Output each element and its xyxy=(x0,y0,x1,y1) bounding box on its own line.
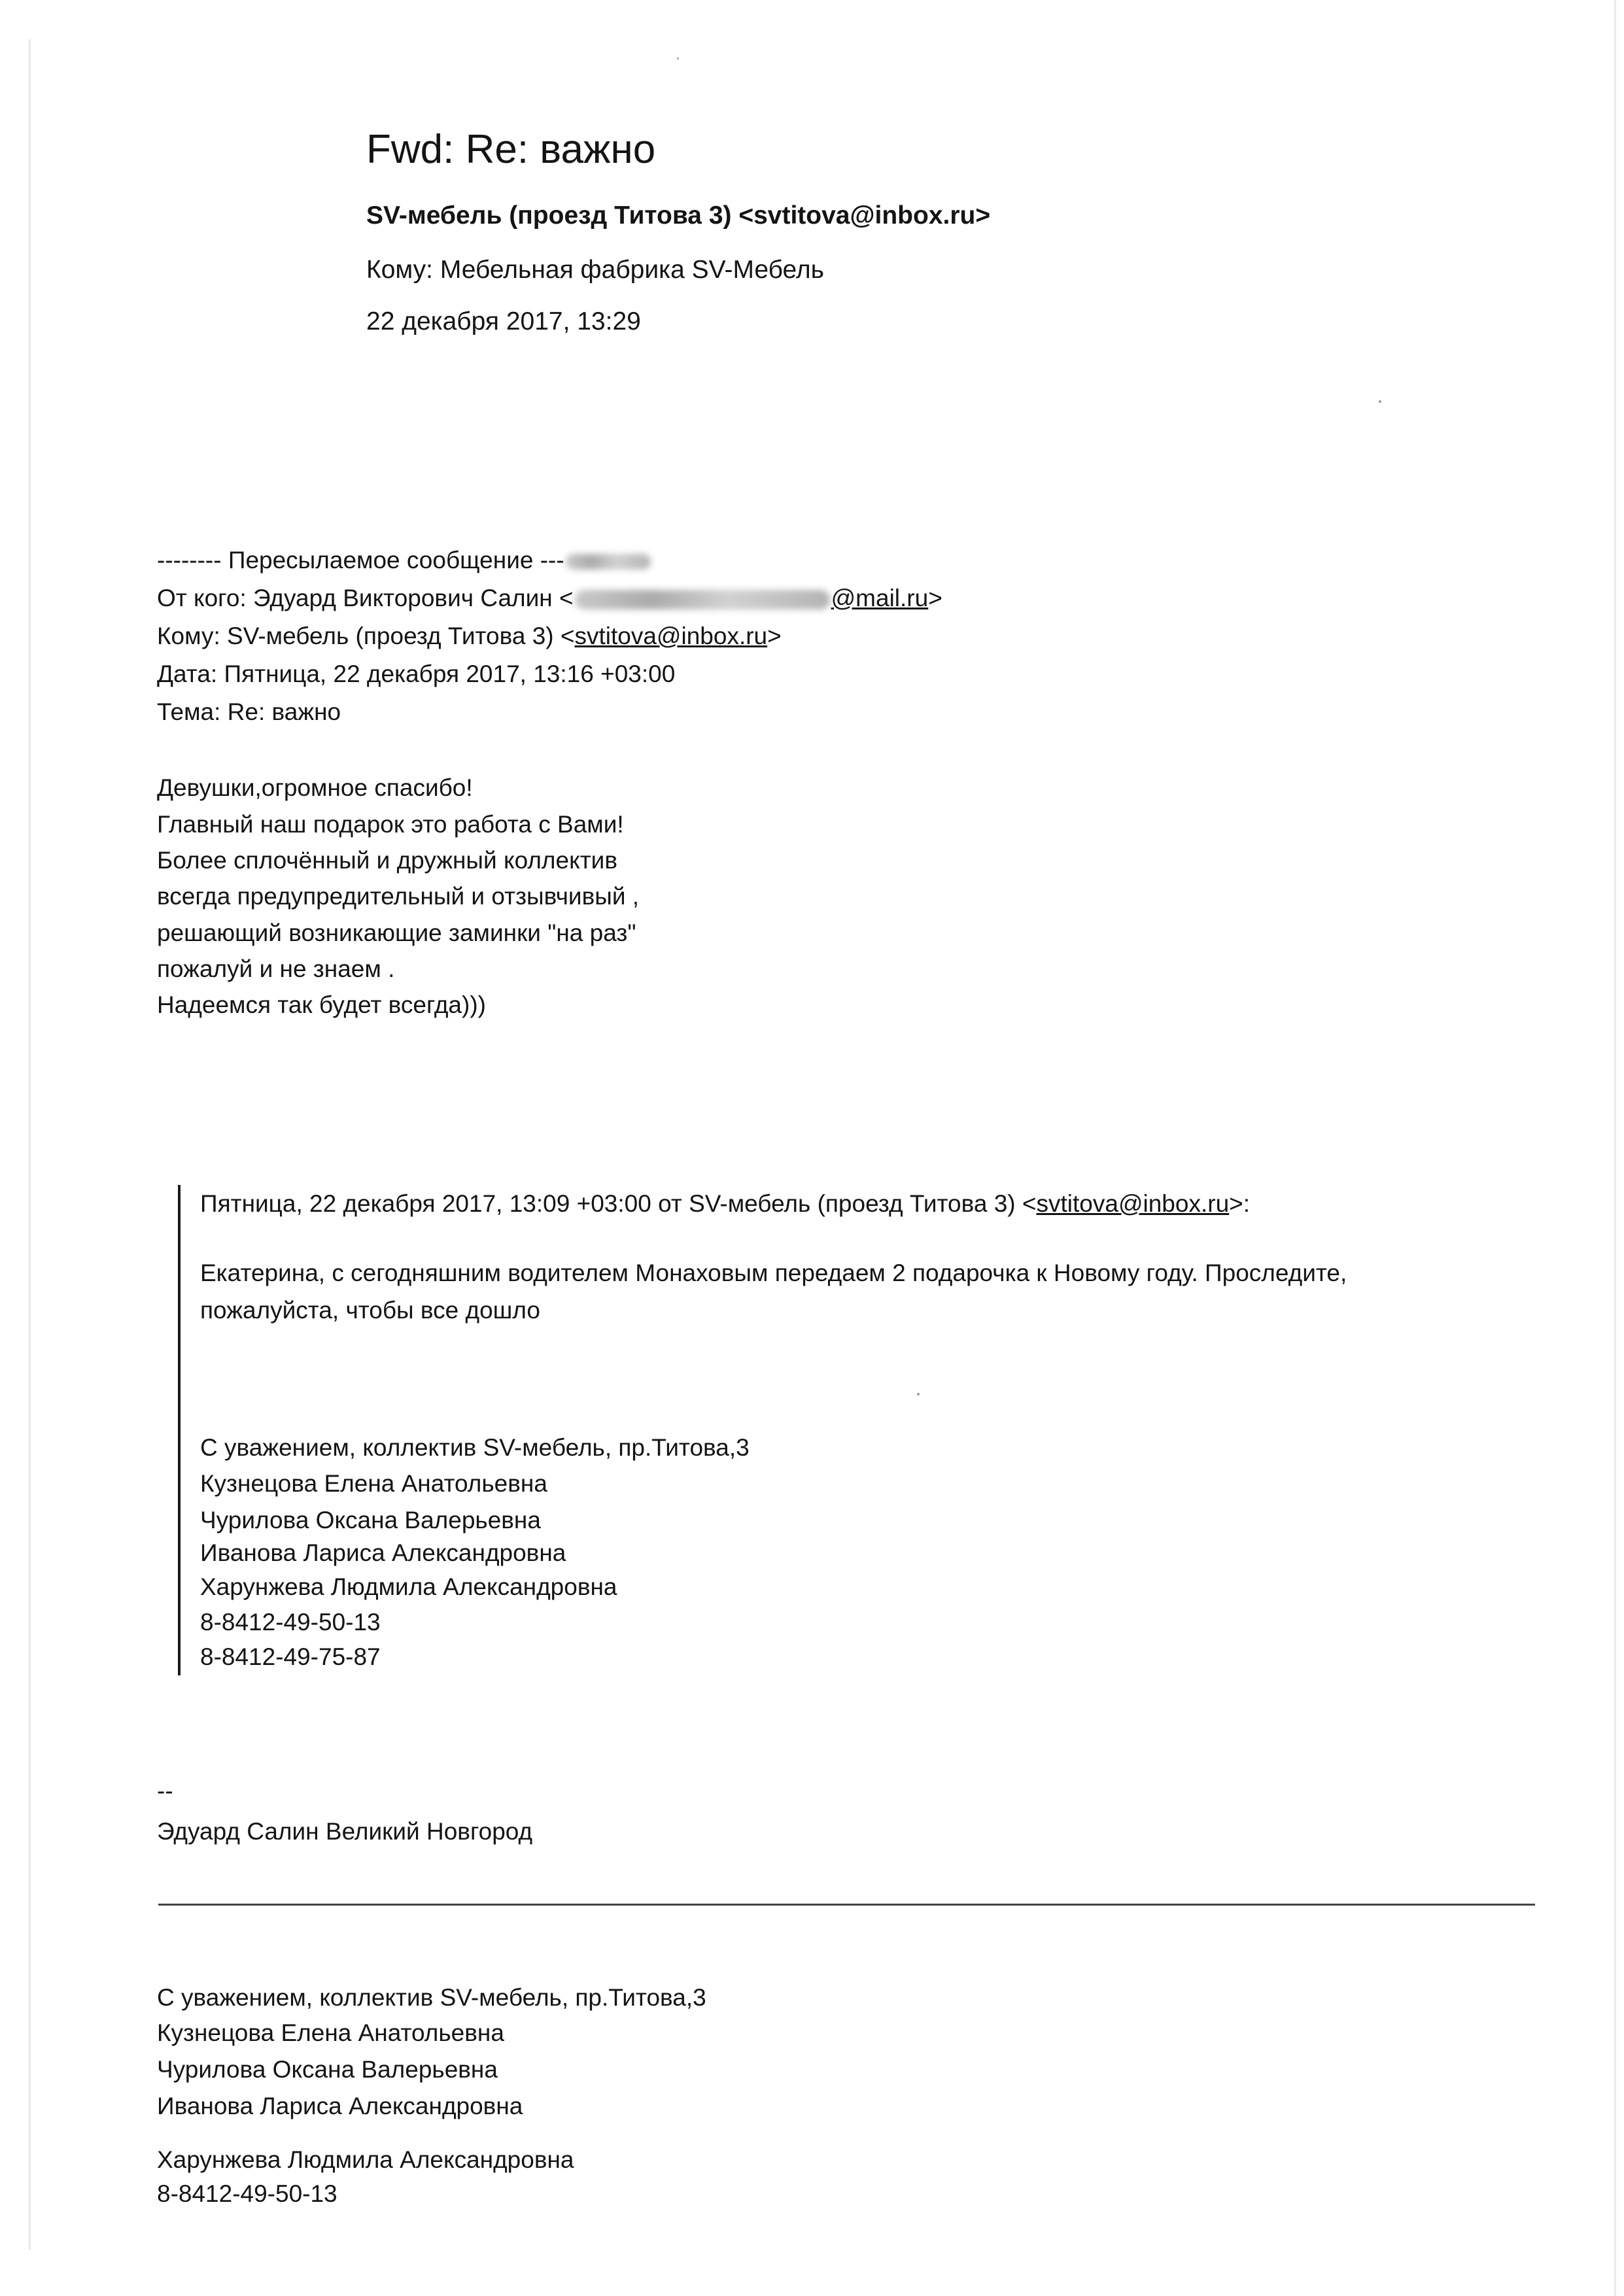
quote-signature-line: Чурилова Оксана Валерьевна xyxy=(200,1507,541,1534)
quote-bar xyxy=(178,1185,181,1675)
scan-speck xyxy=(1379,400,1381,403)
scan-left-edge xyxy=(29,39,31,2250)
quote-header-email-link[interactable]: svtitova@inbox.ru xyxy=(1036,1190,1230,1217)
footer-signature-line: Иванова Лариса Александровна xyxy=(157,2093,523,2119)
footer-signature-line: Кузнецова Елена Анатольевна xyxy=(157,2019,504,2046)
body-line: Главный наш подарок это работа с Вами! xyxy=(157,811,624,838)
quote-signature-line: С уважением, коллектив SV-мебель, пр.Титова,3 xyxy=(200,1434,750,1461)
quote-text-line: Екатерина, с сегодняшним водителем Монаховым передаем 2 подарочка к Новому году. Проследите, xyxy=(200,1259,1347,1286)
redacted-marker-tail xyxy=(566,554,651,570)
body-line: решающий возникающие заминки "на раз" xyxy=(157,919,636,946)
email-to: Кому: Мебельная фабрика SV-Мебель xyxy=(366,256,825,284)
forwarded-marker-text: -------- Пересылаемое сообщение --- xyxy=(157,547,564,574)
divider-line xyxy=(158,1904,1535,1906)
quote-header-text: Пятница, 22 декабря 2017, 13:09 +03:00 от SV-мебель (проезд Титова 3) < xyxy=(200,1190,1037,1217)
quote-signature-line: Харунжева Людмила Александровна xyxy=(200,1573,617,1600)
forwarded-to-email-link[interactable]: svtitova@inbox.ru xyxy=(574,623,768,649)
footer-signature-line: С уважением, коллектив SV-мебель, пр.Титова,3 xyxy=(157,1984,706,2011)
scan-speck xyxy=(677,58,679,60)
body-line: Более сплочённый и дружный коллектив xyxy=(157,847,617,874)
scan-right-edge xyxy=(1614,0,1616,2296)
email-from: SV-мебель (проезд Титова 3) <svtitova@inbox.ru> xyxy=(366,201,991,230)
forwarded-from-suffix: > xyxy=(928,585,942,611)
forwarded-to-suffix: > xyxy=(767,623,782,649)
quote-signature-phone: 8-8412-49-75-87 xyxy=(200,1643,381,1670)
body-line: Девушки,огромное спасибо! xyxy=(157,774,473,801)
redacted-email-local xyxy=(575,590,830,609)
forwarded-from-domain[interactable]: @mail.ru xyxy=(831,585,929,611)
body-line: всегда предупредительный и отзывчивый , xyxy=(157,883,640,910)
forwarded-date: Дата: Пятница, 22 декабря 2017, 13:16 +03:00 xyxy=(157,660,676,687)
quote-header xyxy=(200,1191,1250,1216)
body-line: Надеемся так будет всегда))) xyxy=(157,991,486,1018)
quote-signature-phone: 8-8412-49-50-13 xyxy=(200,1609,381,1636)
quote-signature-line: Иванова Лариса Александровна xyxy=(200,1539,566,1566)
forwarded-to-label: Кому: SV-мебель (проезд Титова 3) < xyxy=(157,623,575,649)
body-line: пожалуй и не знаем . xyxy=(157,955,395,982)
quote-signature-line: Кузнецова Елена Анатольевна xyxy=(200,1470,547,1497)
scan-speck xyxy=(917,1393,920,1396)
forwarded-from xyxy=(157,586,942,610)
signature-separator: -- xyxy=(157,1777,173,1804)
forwarded-marker xyxy=(157,548,652,572)
footer-signature-line: Чурилова Оксана Валерьевна xyxy=(157,2056,498,2083)
forwarded-subject: Тема: Re: важно xyxy=(157,698,341,725)
forwarded-from-label: От кого: Эдуард Викторович Салин < xyxy=(157,585,574,611)
quote-header-suffix: >: xyxy=(1229,1190,1251,1217)
footer-signature-line: Харунжева Людмила Александровна xyxy=(157,2146,574,2173)
email-date: 22 декабря 2017, 13:29 xyxy=(366,307,641,335)
forwarded-to xyxy=(157,624,782,648)
email-subject: Fwd: Re: важно xyxy=(366,127,656,172)
sender-signature: Эдуард Салин Великий Новгород xyxy=(157,1818,533,1845)
quote-text-line: пожалуйста, чтобы все дошло xyxy=(200,1297,540,1324)
footer-signature-phone: 8-8412-49-50-13 xyxy=(157,2180,337,2207)
